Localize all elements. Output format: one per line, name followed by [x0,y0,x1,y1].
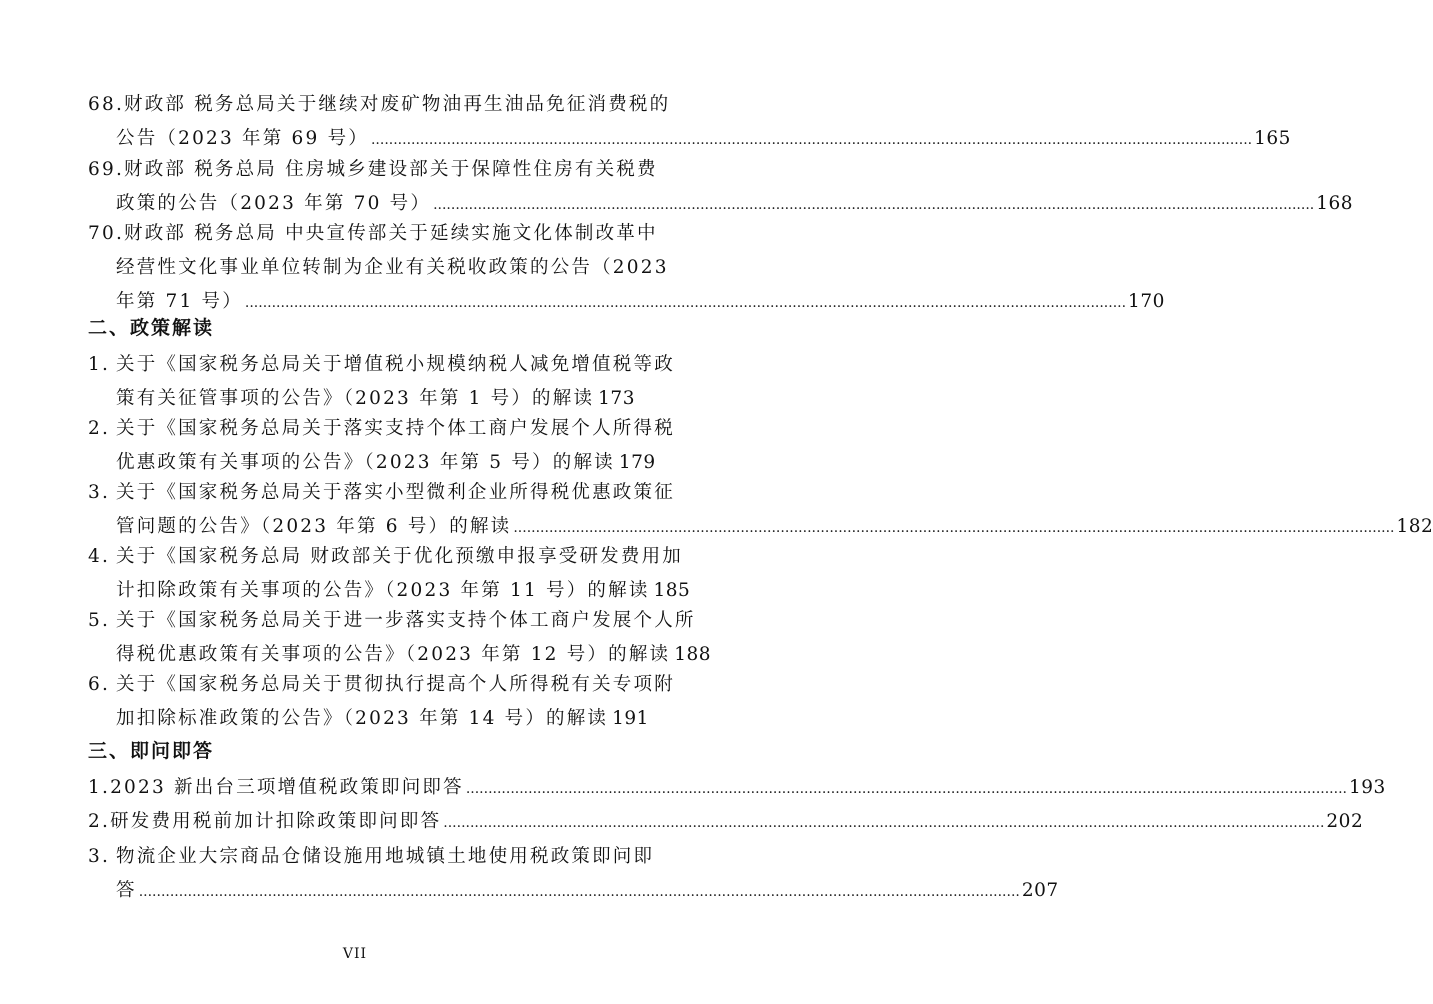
entry-number: 2. [88,418,111,439]
leader-dots [513,511,1394,545]
page-number: 173 [598,388,635,409]
leader-dots [245,286,1126,320]
toc-entry-interp-3[interactable] [88,476,1433,544]
leader-dots [466,772,1347,806]
entry-title-tail: 加扣除标准政策的公告》（2023 年第 14 号）的解读 [116,708,609,729]
entry-title-tail: 年第 71 号） [116,291,243,312]
entry-title-tail: 研发费用税前加计扣除政策即问即答 [110,811,442,832]
page-folio: VII [342,946,368,962]
entry-title-tail: 2023 新出台三项增值税政策即问即答 [110,777,464,798]
page-number: 191 [612,708,649,729]
entry-title-tail: 答 [116,880,137,901]
section-heading-policy-interpretation: 二、政策解读 [88,317,215,339]
page-number: 185 [653,580,691,601]
entry-title-tail: 公告（2023 年第 69 号） [116,128,369,149]
entry-number: 3. [88,846,111,867]
toc-entry-70[interactable] [88,217,1165,319]
entry-number: 2. [88,811,111,832]
toc-entry-68[interactable] [88,88,1291,156]
entry-title-tail: 得税优惠政策有关事项的公告》（2023 年第 12 号）的解读 [116,644,671,665]
entry-title-line: 关于《国家税务总局关于增值税小规模纳税人减免增值税等政 [116,354,675,375]
entry-number: 4. [88,546,111,567]
toc-entry-interp-2[interactable] [88,412,675,480]
leader-dots [139,875,1020,909]
toc-entry-qa-1[interactable] [88,771,1386,805]
entry-title-line: 关于《国家税务总局关于落实支持个体工商户发展个人所得税 [116,418,675,439]
entry-title-line: 关于《国家税务总局关于进一步落实支持个体工商户发展个人所 [116,610,696,631]
entry-number: 3. [88,482,111,503]
page-number: 165 [1254,128,1291,149]
entry-number: 70. [88,223,125,244]
toc-entry-interp-5[interactable] [88,604,712,672]
entry-number: 68. [88,94,125,115]
entry-title-tail: 管问题的公告》（2023 年第 6 号）的解读 [116,516,512,537]
entry-title-tail: 优惠政策有关事项的公告》（2023 年第 5 号）的解读 [116,452,615,473]
toc-entry-interp-6[interactable] [88,668,675,736]
page-number: 188 [674,644,712,665]
page-number: 179 [618,452,656,473]
toc-entry-interp-4[interactable] [88,540,691,608]
entry-title-line: 物流企业大宗商品仓储设施用地城镇土地使用税政策即问即 [116,846,655,867]
entry-title-line: 关于《国家税务总局 财政部关于优化预缴申报享受研发费用加 [116,546,683,567]
page-number: 170 [1128,291,1165,312]
entry-title-line: 经营性文化事业单位转制为企业有关税收政策的公告（2023 [116,257,669,278]
entry-number: 5. [88,610,111,631]
leader-dots [371,123,1252,157]
toc-entry-69[interactable] [88,153,1354,221]
page-number: 193 [1348,777,1386,798]
section-heading-qa: 三、即问即答 [88,740,215,762]
entry-title-tail: 政策的公告（2023 年第 70 号） [116,193,432,214]
entry-number: 6. [88,674,111,695]
entry-number: 69. [88,159,125,180]
entry-number: 1. [88,354,111,375]
entry-title-line: 关于《国家税务总局关于落实小型微利企业所得税优惠政策征 [116,482,675,503]
entry-number: 1. [88,777,111,798]
entry-title-line: 财政部 税务总局 中央宣传部关于延续实施文化体制改革中 [124,223,658,244]
entry-title-tail: 策有关征管事项的公告》（2023 年第 1 号）的解读 [116,388,595,409]
entry-title-tail: 计扣除政策有关事项的公告》（2023 年第 11 号）的解读 [116,580,650,601]
entry-title-line: 财政部 税务总局 住房城乡建设部关于保障性住房有关税费 [124,159,658,180]
leader-dots [443,806,1324,840]
page-number: 202 [1326,811,1364,832]
entry-title-line: 财政部 税务总局关于继续对废矿物油再生油品免征消费税的 [124,94,671,115]
page-number: 207 [1021,880,1059,901]
entry-title-line: 关于《国家税务总局关于贯彻执行提高个人所得税有关专项附 [116,674,675,695]
toc-entry-interp-1[interactable] [88,348,675,416]
toc-entry-qa-2[interactable] [88,805,1364,839]
page-number: 182 [1396,516,1433,537]
page-number: 168 [1316,193,1354,214]
toc-entry-qa-3[interactable] [88,840,1059,908]
